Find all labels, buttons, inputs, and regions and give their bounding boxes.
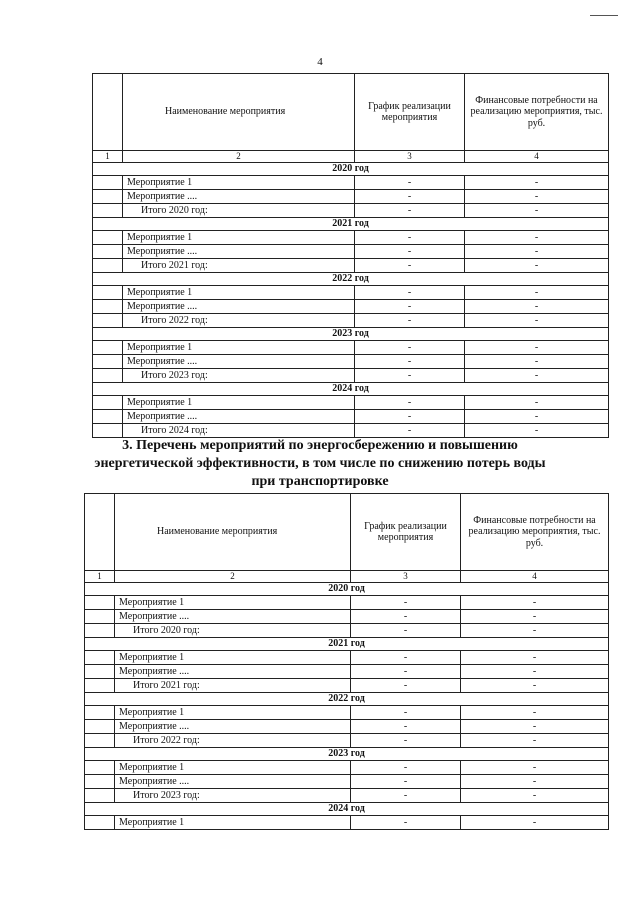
finance-cell: - — [465, 204, 609, 218]
year-row — [93, 218, 609, 231]
page-number: 4 — [317, 56, 323, 68]
schedule-cell: - — [355, 314, 465, 328]
measure-name: Мероприятие 1 — [115, 761, 351, 775]
year-row — [85, 583, 609, 596]
schedule-cell: - — [355, 410, 465, 424]
year-row — [85, 638, 609, 651]
schedule-cell: - — [355, 396, 465, 410]
header-num — [93, 74, 123, 151]
schedule-cell: - — [355, 300, 465, 314]
header-finance: Финансовые потребности на реализацию мероприятия, тыс. руб. — [461, 494, 609, 571]
finance-cell: - — [465, 424, 609, 438]
schedule-cell: - — [355, 369, 465, 383]
year-heading: 2021 год — [93, 218, 609, 231]
schedule-cell: - — [351, 775, 461, 789]
table-row — [85, 761, 609, 775]
schedule-cell: - — [351, 706, 461, 720]
schedule-cell: - — [355, 231, 465, 245]
column-number: 4 — [461, 571, 609, 583]
measures-table-1 — [92, 73, 609, 438]
total-row — [93, 314, 609, 328]
measure-name: Мероприятие 1 — [115, 706, 351, 720]
table-row — [85, 775, 609, 789]
total-label: Итого 2022 год: — [115, 734, 351, 748]
column-number: 1 — [85, 571, 115, 583]
finance-cell: - — [465, 231, 609, 245]
finance-cell: - — [461, 775, 609, 789]
year-heading: 2020 год — [93, 163, 609, 176]
year-row — [85, 748, 609, 761]
header-num — [85, 494, 115, 571]
finance-cell: - — [465, 355, 609, 369]
year-row — [93, 383, 609, 396]
measure-name: Мероприятие 1 — [123, 286, 355, 300]
measure-name: Мероприятие .... — [115, 665, 351, 679]
schedule-cell: - — [351, 651, 461, 665]
schedule-cell: - — [351, 679, 461, 693]
total-label: Итого 2020 год: — [123, 204, 355, 218]
year-heading: 2022 год — [85, 693, 609, 706]
year-heading: 2021 год — [85, 638, 609, 651]
row-num-cell — [85, 624, 115, 638]
row-num-cell — [85, 734, 115, 748]
row-num-cell — [85, 679, 115, 693]
measure-name: Мероприятие .... — [123, 410, 355, 424]
row-num-cell — [85, 651, 115, 665]
table-header-row — [85, 494, 609, 571]
total-label: Итого 2021 год: — [123, 259, 355, 273]
year-row — [93, 273, 609, 286]
row-num-cell — [93, 396, 123, 410]
total-row — [93, 259, 609, 273]
column-number: 1 — [93, 151, 123, 163]
finance-cell: - — [461, 761, 609, 775]
year-row — [85, 803, 609, 816]
year-heading: 2024 год — [93, 383, 609, 396]
year-heading: 2023 год — [93, 328, 609, 341]
finance-cell: - — [461, 679, 609, 693]
table-row — [93, 286, 609, 300]
finance-cell: - — [461, 665, 609, 679]
row-num-cell — [85, 761, 115, 775]
table-row — [93, 190, 609, 204]
finance-cell: - — [465, 190, 609, 204]
measure-name: Мероприятие 1 — [115, 596, 351, 610]
header-name: Наименование мероприятия — [123, 74, 355, 151]
schedule-cell: - — [355, 355, 465, 369]
measure-name: Мероприятие 1 — [123, 341, 355, 355]
schedule-cell: - — [351, 610, 461, 624]
finance-cell: - — [461, 789, 609, 803]
schedule-cell: - — [351, 734, 461, 748]
finance-cell: - — [465, 396, 609, 410]
row-num-cell — [85, 789, 115, 803]
table-header-row — [93, 74, 609, 151]
finance-cell: - — [465, 314, 609, 328]
row-num-cell — [93, 314, 123, 328]
finance-cell: - — [461, 596, 609, 610]
finance-cell: - — [465, 341, 609, 355]
row-num-cell — [93, 369, 123, 383]
table-row — [93, 355, 609, 369]
finance-cell: - — [461, 734, 609, 748]
column-number-row — [93, 151, 609, 163]
total-row — [85, 679, 609, 693]
table-row — [85, 651, 609, 665]
total-row — [93, 424, 609, 438]
row-num-cell — [85, 720, 115, 734]
measure-name: Мероприятие .... — [123, 245, 355, 259]
finance-cell: - — [465, 410, 609, 424]
schedule-cell: - — [351, 789, 461, 803]
row-num-cell — [93, 204, 123, 218]
table-row — [93, 176, 609, 190]
total-label: Итого 2023 год: — [123, 369, 355, 383]
table-row — [85, 706, 609, 720]
row-num-cell — [93, 245, 123, 259]
schedule-cell: - — [355, 341, 465, 355]
header-finance: Финансовые потребности на реализацию мероприятия, тыс. руб. — [465, 74, 609, 151]
measure-name: Мероприятие .... — [123, 355, 355, 369]
total-label: Итого 2022 год: — [123, 314, 355, 328]
measure-name: Мероприятие 1 — [123, 231, 355, 245]
total-row — [85, 734, 609, 748]
row-num-cell — [93, 190, 123, 204]
measure-name: Мероприятие .... — [115, 610, 351, 624]
measure-name: Мероприятие .... — [115, 720, 351, 734]
measure-name: Мероприятие .... — [115, 775, 351, 789]
table-row — [85, 596, 609, 610]
row-num-cell — [93, 355, 123, 369]
measure-name: Мероприятие 1 — [123, 176, 355, 190]
row-num-cell — [85, 665, 115, 679]
table-row — [85, 665, 609, 679]
schedule-cell: - — [355, 245, 465, 259]
finance-cell: - — [465, 176, 609, 190]
row-num-cell — [93, 231, 123, 245]
row-num-cell — [93, 286, 123, 300]
section-title-line: 3. Перечень мероприятий по энергосбережению и повышению — [122, 438, 518, 453]
row-num-cell — [93, 259, 123, 273]
row-num-cell — [85, 816, 115, 830]
table-row — [85, 720, 609, 734]
year-row — [85, 693, 609, 706]
finance-cell: - — [465, 300, 609, 314]
total-label: Итого 2023 год: — [115, 789, 351, 803]
table-row — [93, 245, 609, 259]
measures-table-2 — [84, 493, 609, 830]
finance-cell: - — [461, 651, 609, 665]
column-number: 3 — [351, 571, 461, 583]
year-heading: 2024 год — [85, 803, 609, 816]
schedule-cell: - — [355, 424, 465, 438]
row-num-cell — [85, 775, 115, 789]
measure-name: Мероприятие .... — [123, 300, 355, 314]
row-num-cell — [85, 596, 115, 610]
schedule-cell: - — [355, 259, 465, 273]
row-num-cell — [85, 610, 115, 624]
total-row — [85, 624, 609, 638]
row-num-cell — [93, 424, 123, 438]
finance-cell: - — [465, 369, 609, 383]
header-schedule: График реализации мероприятия — [351, 494, 461, 571]
finance-cell: - — [465, 286, 609, 300]
column-number: 3 — [355, 151, 465, 163]
year-heading: 2022 год — [93, 273, 609, 286]
section-3-title — [0, 437, 640, 491]
table-row — [85, 610, 609, 624]
section-title-line: при транспортировке — [251, 474, 389, 489]
table-row — [93, 396, 609, 410]
total-label: Итого 2021 год: — [115, 679, 351, 693]
row-num-cell — [93, 410, 123, 424]
total-row — [85, 789, 609, 803]
year-heading: 2020 год — [85, 583, 609, 596]
finance-cell: - — [461, 706, 609, 720]
measure-name: Мероприятие .... — [123, 190, 355, 204]
table-row — [93, 300, 609, 314]
row-num-cell — [93, 341, 123, 355]
schedule-cell: - — [355, 190, 465, 204]
section-title-line: энергетической эффективности, в том числе по снижению потерь воды — [94, 456, 546, 471]
total-row — [93, 369, 609, 383]
row-num-cell — [93, 176, 123, 190]
schedule-cell: - — [351, 720, 461, 734]
column-number: 2 — [115, 571, 351, 583]
header-schedule: График реализации мероприятия — [355, 74, 465, 151]
column-number: 4 — [465, 151, 609, 163]
column-number: 2 — [123, 151, 355, 163]
schedule-cell: - — [351, 624, 461, 638]
total-label: Итого 2024 год: — [123, 424, 355, 438]
finance-cell: - — [461, 720, 609, 734]
finance-cell: - — [461, 624, 609, 638]
measure-name: Мероприятие 1 — [115, 816, 351, 830]
schedule-cell: - — [355, 286, 465, 300]
schedule-cell: - — [351, 761, 461, 775]
corner-mark — [590, 15, 618, 16]
table-row — [85, 816, 609, 830]
finance-cell: - — [465, 259, 609, 273]
finance-cell: - — [461, 816, 609, 830]
schedule-cell: - — [355, 204, 465, 218]
schedule-cell: - — [351, 816, 461, 830]
year-heading: 2023 год — [85, 748, 609, 761]
schedule-cell: - — [355, 176, 465, 190]
table-row — [93, 231, 609, 245]
measure-name: Мероприятие 1 — [115, 651, 351, 665]
year-row — [93, 328, 609, 341]
schedule-cell: - — [351, 665, 461, 679]
schedule-cell: - — [351, 596, 461, 610]
row-num-cell — [93, 300, 123, 314]
finance-cell: - — [465, 245, 609, 259]
measure-name: Мероприятие 1 — [123, 396, 355, 410]
total-label: Итого 2020 год: — [115, 624, 351, 638]
year-row — [93, 163, 609, 176]
table-row — [93, 410, 609, 424]
row-num-cell — [85, 706, 115, 720]
finance-cell: - — [461, 610, 609, 624]
table-row — [93, 341, 609, 355]
header-name: Наименование мероприятия — [115, 494, 351, 571]
total-row — [93, 204, 609, 218]
column-number-row — [85, 571, 609, 583]
